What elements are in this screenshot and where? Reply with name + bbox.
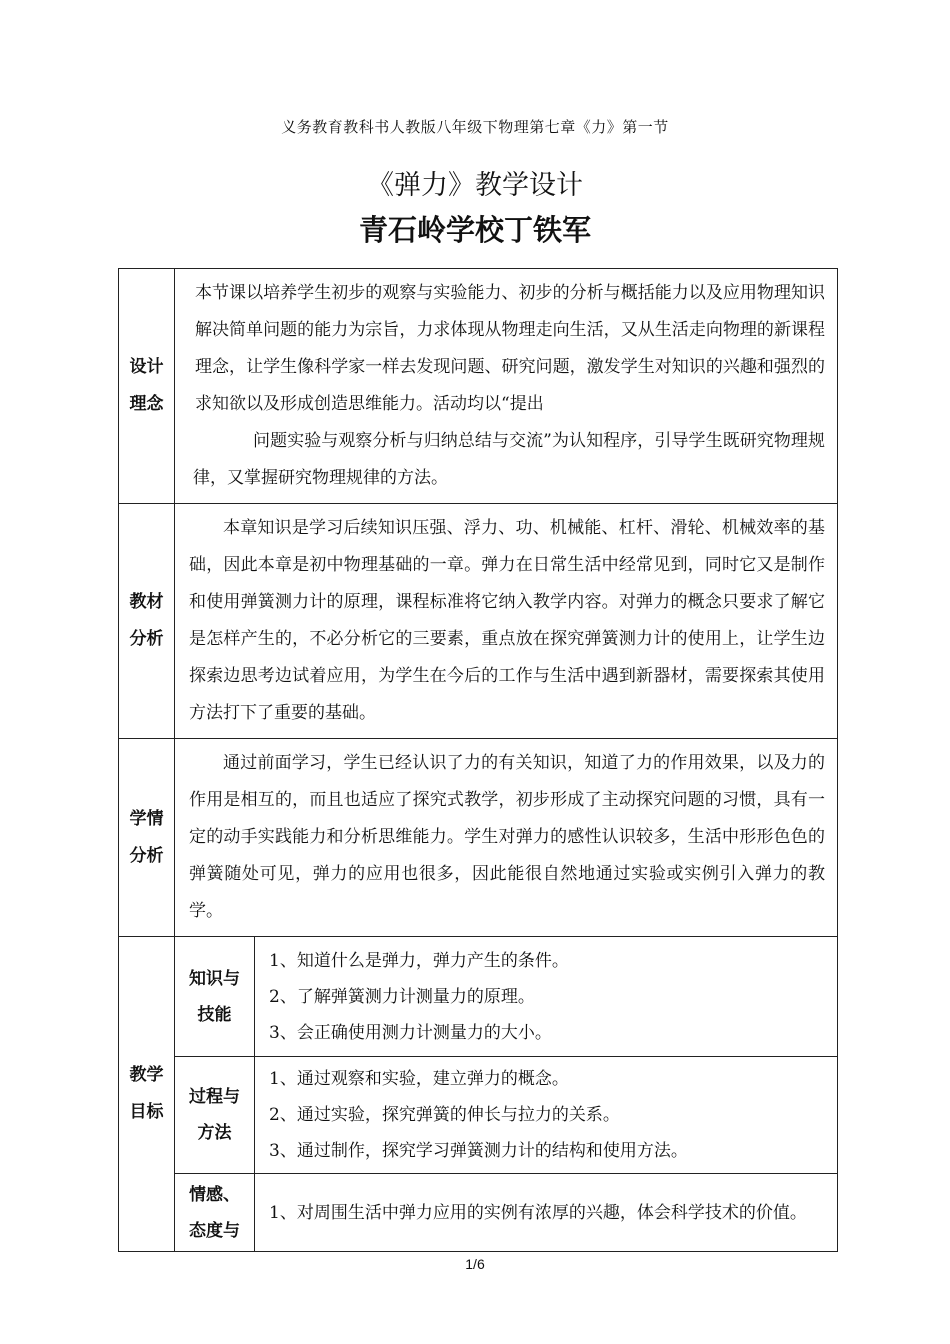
label-line: 目标 (129, 1102, 164, 1122)
label-design-concept (119, 269, 175, 504)
row-goal-knowledge (119, 937, 838, 1057)
label-line: 情感、 (189, 1184, 240, 1205)
list-item: 2、通过实验，探究弹簧的伸长与拉力的关系。 (269, 1105, 620, 1125)
row-goal-process (119, 1057, 838, 1174)
label-knowledge-skills (175, 937, 255, 1057)
page-number: 1/6 (465, 1256, 485, 1272)
list-item: 1、通过观察和实验，建立弹力的概念。 (269, 1069, 569, 1089)
design-concept-text (175, 269, 838, 504)
label-line: 过程与 (189, 1087, 240, 1107)
list-item: 3、会正确使用测力计测量力的大小。 (269, 1022, 552, 1043)
label-line: 态度与 (189, 1220, 240, 1241)
row-student-analysis (119, 739, 838, 937)
material-analysis-text (175, 504, 838, 739)
label-line: 分析 (129, 845, 164, 866)
list-item: 1、知道什么是弹力，弹力产生的条件。 (269, 950, 569, 971)
label-line: 教材 (129, 592, 164, 612)
process-goal-list (255, 1057, 838, 1174)
label-line: 知识与 (189, 968, 240, 989)
label-line: 理念 (129, 394, 164, 414)
knowledge-goal-list (255, 937, 838, 1057)
label-line: 教学 (129, 1065, 164, 1085)
document-title: 《弹力》教学设计 (367, 170, 583, 201)
label-line: 技能 (197, 1004, 232, 1025)
label-teaching-goals (119, 937, 175, 1252)
label-line: 设计 (129, 357, 164, 377)
row-design-concept (119, 269, 838, 504)
lesson-design-table (118, 268, 838, 1252)
label-emotion-attitude (175, 1174, 255, 1252)
label-process-methods (175, 1057, 255, 1174)
label-material-analysis (119, 504, 175, 739)
student-analysis-text (175, 739, 838, 937)
list-item: 1、对周围生活中弹力应用的实例有浓厚的兴趣，体会科学技术的价值。 (269, 1202, 807, 1223)
list-item: 3、通过制作，探究学习弹簧测力计的结构和使用方法。 (269, 1141, 688, 1161)
label-line: 分析 (129, 629, 164, 649)
document-author: 青石岭学校丁铁军 (358, 213, 591, 247)
paragraph: 通过前面学习，学生已经认识了力的有关知识，知道了力的作用效果，以及力的作用是相互的，而且也适应了探究式教学，初步形成了主动探究问题的习惯，具有一定的动手实践能力和分析思维能力。学生对弹力的感性认识较多，生活中形形色色的弹簧随处可见，弹力的应用也很多，因此能很自然地通过实验或实例引入弹力的教学。 (189, 753, 825, 921)
list-item: 2、了解弹簧测力计测量力的原理。 (269, 986, 535, 1007)
row-goal-emotion (119, 1174, 838, 1252)
label-line: 方法 (197, 1123, 232, 1143)
paragraph: 问题实验与观察分析与归纳总结与交流”为认知程序，引导学生既研究物理规律，又掌握研究物理规律的方法。 (193, 431, 825, 488)
label-line: 学情 (129, 808, 164, 829)
row-material-analysis (119, 504, 838, 739)
label-student-analysis (119, 739, 175, 937)
emotion-goal-list (255, 1174, 838, 1252)
document-subtitle: 义务教育教科书人教版八年级下物理第七章《力》第一节 (281, 118, 669, 136)
paragraph: 本节课以培养学生初步的观察与实验能力、初步的分析与概括能力以及应用物理知识解决简单问题的能力为宗旨，力求体现从物理走向生活，又从生活走向物理的新课程理念，让学生像科学家一样去发现问题、研究问题，激发学生对知识的兴趣和强烈的求知欲以及形成创造思维能力。活动均以“提出 (195, 283, 825, 414)
paragraph: 本章知识是学习后续知识压强、浮力、功、机械能、杠杆、滑轮、机械效率的基础，因此本章是初中物理基础的一章。弹力在日常生活中经常见到，同时它又是制作和使用弹簧测力计的原理，课程标准将它纳入教学内容。对弹力的概念只要求了解它是怎样产生的，不必分析它的三要素，重点放在探究弹簧测力计的使用上，让学生边探索边思考边试着应用，为学生在今后的工作与生活中遇到新器材，需要探索其使用方法打下了重要的基础。 (189, 518, 825, 723)
